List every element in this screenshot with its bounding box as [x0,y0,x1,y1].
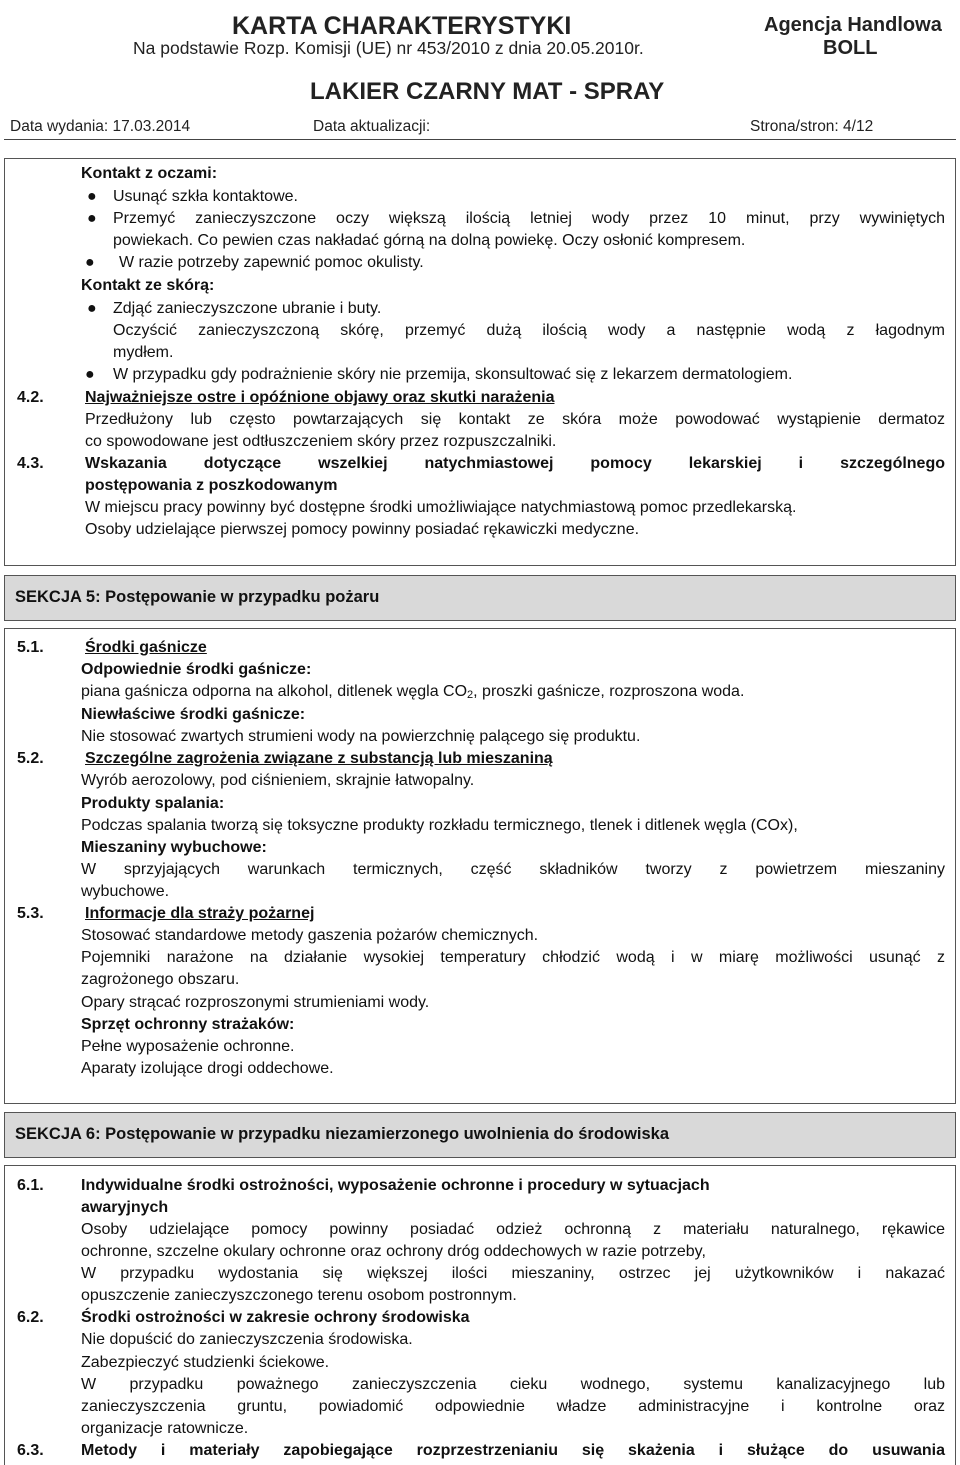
subscript: 2 [467,689,474,701]
paragraph-text: W sprzyjających warunkach termicznych, część składników tworzy z powietrzem mieszaniny [81,861,945,878]
paragraph-text: opuszczenie zanieczyszczonego terenu osobom postronnym. [81,1287,517,1304]
subsection-heading: Najważniejsze ostre i opóźnione objawy oraz skutki narażenia [85,389,555,406]
paragraph-text: organizacje ratownicze. [81,1420,249,1437]
subsection-5-2 [5,748,955,770]
paragraph-text: zagrożonego obszaru. [81,971,240,988]
paragraph-text: W miejscu pracy powinny być dostępne środki umożliwiające natychmiastową pomoc przedlekarską. [85,499,797,516]
subsection-heading: Środki gaśnicze [85,639,207,656]
section-number: 5.2. [17,750,44,767]
paragraph-line [81,681,744,703]
header-divider [4,139,956,140]
document-header [0,0,960,140]
heading-line [5,475,955,497]
paragraph-line [5,497,955,519]
bullet-icon: ● [85,366,95,383]
section-number: 4.2. [17,389,44,406]
update-date: Data aktualizacji: [313,118,431,135]
list-item-text: Przemyć zanieczyszczone oczy większą ilością letniej wody przez 10 minut, przy wywiniętych [113,210,945,227]
paragraph-line [5,1219,955,1241]
paragraph-text: Osoby udzielające pierwszej pomocy powinny posiadać rękawiczki medyczne. [85,521,640,538]
subsection-6-1 [5,1175,955,1197]
bullet-icon: ● [87,300,97,317]
subsection-heading: Metody i materiały zapobiegające rozprzestrzenianiu się skażenia i służące do usuwania [81,1442,945,1459]
paragraph-text: zanieczyszczenia gruntu, powiadomić odpowiednie władze administracyjne i kontrolne oraz [81,1398,945,1415]
paragraph-text: Opary strącać rozproszonymi strumieniami wody. [81,994,430,1011]
paragraph-text: W przypadku wydostania się większej ilości mieszaniny, ostrzec jej użytkowników i nakazać [81,1265,945,1282]
list-item-text: Usunąć szkła kontaktowe. [113,188,298,205]
paragraph-text: Aparaty izolujące drogi oddechowe. [81,1060,334,1077]
list-item [5,186,955,208]
page-number: Strona/stron: 4/12 [750,118,874,135]
paragraph-text: ochronne, szczelne okulary ochronne oraz ochrony dróg oddechowych w razie potrzeby, [81,1243,706,1260]
paragraph-line [5,1374,955,1396]
list-item-text: powiekach. Co pewien czas nakładać górną na dolną powiekę. Oczy osłonić kompresem. [113,232,746,249]
section-number: 6.1. [17,1177,44,1194]
list-item-text: Oczyścić zanieczyszczoną skórę, przemyć dużą ilością wody a następnie wodą z łagodnym [113,322,945,339]
paragraph-text: , proszki gaśnicze, rozproszona woda. [473,683,745,700]
section-5-box [4,628,956,1104]
subsection-5-3 [5,903,955,925]
list-item-text: W razie potrzeby zapewnić pomoc okulisty. [119,254,424,271]
subheading: Kontakt ze skórą: [81,277,215,294]
paragraph-line [5,519,955,541]
paragraph-line [5,1396,955,1418]
bullet-icon: ● [87,210,97,227]
section-6-header [4,1112,956,1158]
paragraph-text: wybuchowe. [81,883,170,900]
product-name: LAKIER CZARNY MAT - SPRAY [310,78,665,105]
subsection-heading: Wskazania dotyczące wszelkiej natychmiastowej pomocy lekarskiej i szczególnego [85,455,945,472]
section-number: 6.2. [17,1309,44,1326]
paragraph-text: Wyrób aerozolowy, pod ciśnieniem, skrajnie łatwopalny. [81,772,475,789]
list-item [5,208,955,230]
subsection-5-1 [5,637,955,659]
paragraph-line [5,859,955,881]
list-item [5,364,955,386]
list-item-cont [5,230,955,252]
paragraph-text: Podczas spalania tworzą się toksyczne produkty rozkładu termicznego, tlenek i ditlenek węgla (COx), [81,817,798,834]
subsection-4-3 [5,453,955,475]
subsection-4-2 [5,387,955,409]
subsection-heading: postępowania z poszkodowanym [85,477,338,494]
section-title: SEKCJA 6: Postępowanie w przypadku niezamierzonego uwolnienia do środowiska [15,1125,670,1143]
company-name-2: BOLL [823,37,878,59]
paragraph-text: Osoby udzielające pomocy powinny posiadać odzież ochronną z materiału naturalnego, rękawice [81,1221,945,1238]
paragraph-text: piana gaśnicza odporna na alkohol, ditlenek węgla CO [81,683,468,700]
subheading: Produkty spalania: [81,795,225,812]
paragraph-line [5,1263,955,1285]
subheading: Sprzęt ochronny strażaków: [81,1016,295,1033]
paragraph-text: Nie stosować zwartych strumieni wody na powierzchnię palącego się produktu. [81,728,641,745]
list-item-text: mydłem. [113,344,174,361]
company-name: Agencja Handlowa [764,14,942,36]
paragraph-text: W przypadku poważnego zanieczyszczenia cieku wodnego, systemu kanalizacyjnego lub [81,1376,945,1393]
subsection-heading: Informacje dla straży pożarnej [85,905,315,922]
subheading: Mieszaniny wybuchowe: [81,839,267,856]
section-number: 5.1. [17,639,44,656]
subsection-heading: Środki ostrożności w zakresie ochrony środowiska [81,1309,470,1326]
subsection-heading: Szczególne zagrożenia związane z substancją lub mieszaniną [85,750,553,767]
list-item-text: Zdjąć zanieczyszczone ubranie i buty. [113,300,382,317]
paragraph-text: co spowodowane jest odtłuszczeniem skóry przez rozpuszczalniki. [85,433,557,450]
section-number: 5.3. [17,905,44,922]
section-number: 6.3. [17,1442,44,1459]
list-item [5,252,955,274]
list-item [5,320,955,342]
section-number: 4.3. [17,455,44,472]
paragraph-text: Zabezpieczyć studzienki ściekowe. [81,1354,330,1371]
paragraph-text: Stosować standardowe metody gaszenia pożarów chemicznych. [81,927,539,944]
paragraph-text: Nie dopuścić do zanieczyszczenia środowiska. [81,1331,413,1348]
paragraph-line [5,431,955,453]
paragraph-line [5,947,955,969]
subheading: Kontakt z oczami: [81,165,218,182]
section-title: SEKCJA 5: Postępowanie w przypadku pożaru [15,588,380,606]
bullet-icon: ● [87,188,97,205]
subheading: Niewłaściwe środki gaśnicze: [81,706,306,723]
issue-date: Data wydania: 17.03.2014 [10,118,191,135]
paragraph-line [5,409,955,431]
section-5-header [4,575,956,621]
subsection-heading: awaryjnych [81,1199,169,1216]
list-item-cont [5,342,955,364]
subheading: Odpowiednie środki gaśnicze: [81,661,312,678]
subsection-heading: Indywidualne środki ostrożności, wyposażenie ochronne i procedury w sytuacjach [81,1177,710,1194]
list-item [5,298,955,320]
paragraph-text: Pojemniki narażone na działanie wysokiej temperatury chłodzić wodą i w miarę możliwości usunąć z [81,949,945,966]
bullet-icon: ● [85,254,95,271]
subsection-6-2 [5,1307,955,1329]
subsection-6-3 [5,1440,955,1462]
regulation-reference: Na podstawie Rozp. Komisji (UE) nr 453/2010 z dnia 20.05.2010r. [133,38,644,58]
doc-title: KARTA CHARAKTERYSTYKI [232,12,572,40]
paragraph-text: Przedłużony lub często powtarzających się kontakt ze skóra może powodować wystąpienie dermatoz [85,411,945,428]
paragraph-text: Pełne wyposażenie ochronne. [81,1038,295,1055]
section-4-box [4,158,956,566]
list-item-text: W przypadku gdy podrażnienie skóry nie przemija, skonsultować się z lekarzem dermatologiem. [113,366,793,383]
section-6-box [4,1165,956,1465]
